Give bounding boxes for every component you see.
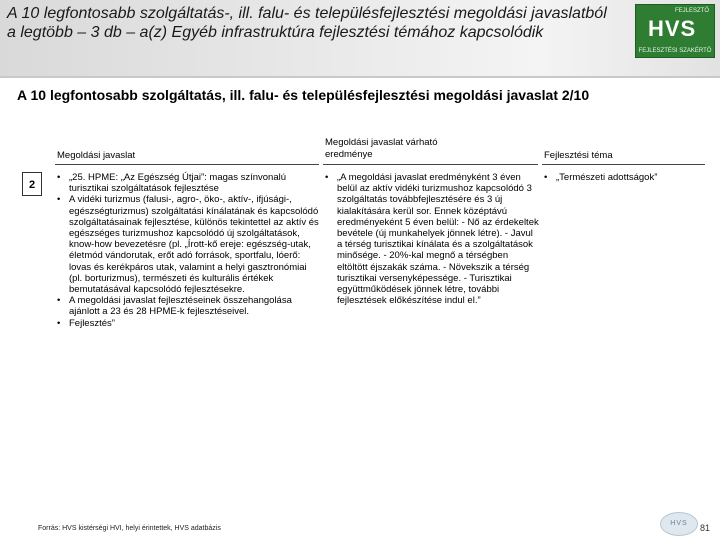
logo-text: HVS (648, 16, 697, 41)
header-rule-result (323, 164, 538, 165)
bullet-icon: • (57, 295, 61, 307)
source-note: Forrás: HVS kistérségi HVI, helyi érintettek, HVS adatbázis (38, 525, 221, 532)
column-header-theme: Fejlesztési téma (544, 150, 613, 161)
header-title: A 10 legfontosabb szolgáltatás-, ill. falu- és településfejlesztési megoldási javaslatból a legtöbb – 3 db – a(z) Egyéb infrastruktúra fejlesztési témához kapcsolódik (7, 5, 607, 41)
theme-list (544, 172, 706, 183)
bullet-icon: • (544, 172, 548, 183)
solution-item (57, 295, 319, 317)
bullet-icon: • (57, 317, 61, 329)
theme-item-text: „Természeti adottságok” (556, 172, 658, 183)
corner-logo: HVS (660, 512, 698, 536)
result-list (325, 172, 539, 306)
page-subtitle: A 10 legfontosabb szolgáltatás, ill. falu- és településfejlesztési megoldási javaslat 2/10 (17, 87, 590, 103)
page-number: 81 (700, 523, 711, 533)
hvs-logo (635, 4, 715, 58)
column-header-result: Megoldási javaslat várható eredménye (325, 137, 438, 160)
solution-item (57, 318, 319, 329)
bullet-icon: • (57, 194, 61, 206)
solution-item-text: „25. HPME: „Az Egészség Útjai”: magas színvonalú turisztikai szolgáltatások fejlesztése (69, 172, 287, 195)
solution-item-text: A vidéki turizmus (falusi-, agro-, öko-, aktív-, ifjúsági-, egészségturizmus) szolgáltatási kínálatának és kapcsolódó szolgáltatásainak fejlesztése, különös tekintettel az aktív és egészséges turizmushoz kapcsolódó új szolgáltatások, know-how bevezetésre (pl. „Írott-kő ereje: egészség-utak, életmód vándorutak, erőt adó források, sportfalu, lóerő: lovas és kerékpáros utak, valamint a helyi gasztronómiai (pl. borturizmus), természeti és kulturális értékek bemutatásával kapcsolódó fejlesztésekre. (69, 194, 319, 296)
solution-item (57, 172, 319, 194)
bullet-icon: • (57, 172, 61, 183)
solution-item (57, 194, 319, 295)
header-banner (0, 0, 720, 78)
result-item-text: „A megoldási javaslat eredményként 3 éven belül az aktív vidéki turizmushoz kapcsolódó 3 szolgáltatás továbbfejlesztésére és 3 új kialakítására kerül sor. Ennek középtávú eredményeként 5 éven belül: - Nő az érdekeltek bevétele (új munkahelyek jönnek létre). - Javul a térség turisztikai kínálata és a szolgáltatások minősége. - 20%-kal megnő a térségben eltöltött éjszakák száma. - Növekszik a térség turisztikai versenyképessége. - Turisztikai együttműködések jönnek létre, további fejlesztések előkészítése indul el.” (337, 172, 539, 307)
solution-item-text: Fejlesztés” (69, 317, 115, 329)
solution-list (57, 172, 319, 329)
bullet-icon: • (325, 172, 329, 183)
logo-sub-text: FEJLESZTÉSI SZAKÉRTŐ (638, 48, 712, 54)
row-number: 2 (22, 172, 42, 196)
header-rule-solution (55, 164, 319, 165)
result-item (325, 172, 539, 306)
logo-small-text: FEJLESZTŐ (674, 8, 709, 14)
solution-item-text: A megoldási javaslat fejlesztéseinek összehangolása ajánlott a 23 és 28 HPME-k fejlesztéseivel. (69, 295, 292, 318)
column-header-solution: Megoldási javaslat (57, 150, 136, 161)
theme-item (544, 172, 706, 183)
header-rule-theme (542, 164, 705, 165)
